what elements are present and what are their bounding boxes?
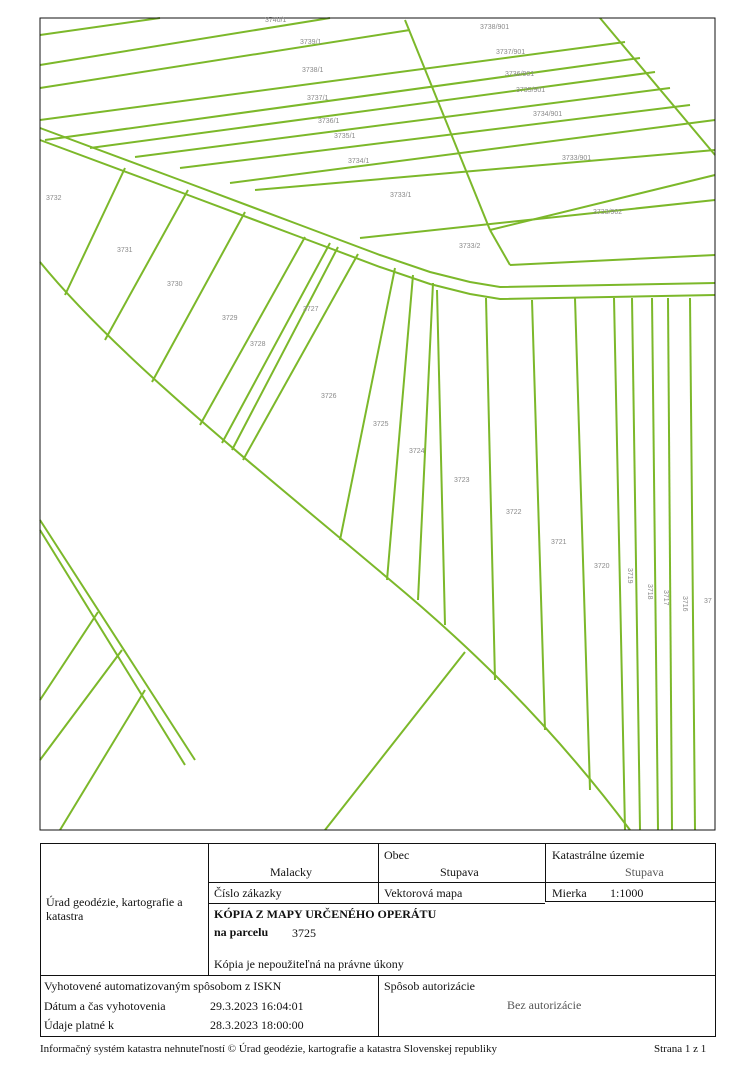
parcel-label-3735-1: 3735/1 (334, 133, 356, 140)
auth-value: Bez autorizácie (507, 998, 582, 1012)
parcel-label-3733-902: 3733/902 (593, 209, 623, 216)
order-label: Číslo zákazky (214, 886, 282, 900)
parcel-label-3732: 3732 (46, 195, 62, 202)
parcel-label-3735-901: 3735/901 (516, 87, 546, 94)
parcel-label-3720: 3720 (594, 563, 610, 570)
parcel-label-3739-1: 3739/1 (300, 39, 322, 46)
generated-label: Vyhotovené automatizovaným spôsobom z ISKN (44, 979, 282, 993)
parcel-label-3734-1: 3734/1 (348, 158, 370, 165)
parcel-label-3717: 3717 (662, 590, 669, 606)
parcel-label-3738-901: 3738/901 (480, 24, 510, 31)
legal-note: Kópia je nepoužiteľná na právne úkony (214, 957, 404, 971)
parcel-label: na parcelu (214, 925, 269, 939)
parcel-label-3726: 3726 (321, 393, 337, 400)
parcel-label-3718: 3718 (646, 584, 653, 600)
parcel-label-3731: 3731 (117, 247, 133, 254)
footer-system: Informačný systém katastra nehnuteľností © Úrad geodézie, kartografie a katastra Slovenskej republiky (40, 1043, 497, 1055)
parcel-label-3733-2: 3733/2 (459, 243, 481, 250)
parcel-value: 3725 (292, 926, 316, 940)
parcel-label-3734-901: 3734/901 (533, 111, 563, 118)
parcel-label-37: 37 (704, 598, 712, 605)
scale-label: Mierka (552, 886, 587, 900)
parcel-label-3716: 3716 (681, 596, 688, 612)
document-title: KÓPIA Z MAPY URČENÉHO OPERÁTU (214, 907, 437, 921)
district-value: Malacky (270, 865, 312, 879)
parcel-label-3721: 3721 (551, 539, 567, 546)
parcel-label-3737-1: 3737/1 (307, 95, 329, 102)
parcel-label-3740-1: 3740/1 (265, 17, 287, 24)
scale-value: 1:1000 (610, 886, 644, 900)
parcel-label-3727: 3727 (303, 306, 319, 313)
parcel-label-3733-901: 3733/901 (562, 155, 592, 162)
valid-value: 28.3.2023 18:00:00 (210, 1018, 304, 1032)
ku-label: Katastrálne územie (552, 848, 645, 862)
map-type: Vektorová mapa (384, 886, 463, 900)
parcel-label-3736-1: 3736/1 (318, 118, 340, 125)
footer-page: Strana 1 z 1 (654, 1043, 707, 1055)
parcel-label-3724: 3724 (409, 448, 425, 455)
parcel-label-3738-1: 3738/1 (302, 67, 324, 74)
datetime-value: 29.3.2023 16:04:01 (210, 999, 304, 1013)
parcel-label-3722: 3722 (506, 509, 522, 516)
parcel-label-3719: 3719 (626, 568, 633, 584)
ku-value: Stupava (625, 865, 664, 879)
parcel-label-3725: 3725 (373, 421, 389, 428)
parcel-label-3737-901: 3737/901 (496, 49, 526, 56)
parcel-label-3730: 3730 (167, 281, 183, 288)
office-label: Úrad geodézie, kartografie a katastra (46, 895, 183, 923)
valid-label: Údaje platné k (44, 1018, 114, 1032)
auth-label: Spôsob autorizácie (384, 979, 475, 993)
parcel-label-3729: 3729 (222, 315, 238, 322)
parcel-label-3723: 3723 (454, 477, 470, 484)
obec-value: Stupava (440, 865, 479, 879)
parcel-label-3728: 3728 (250, 341, 266, 348)
parcel-label-3736-901: 3736/901 (505, 71, 535, 78)
datetime-label: Dátum a čas vyhotovenia (44, 999, 166, 1013)
obec-label: Obec (384, 848, 410, 862)
parcel-label-3733-1: 3733/1 (390, 192, 412, 199)
